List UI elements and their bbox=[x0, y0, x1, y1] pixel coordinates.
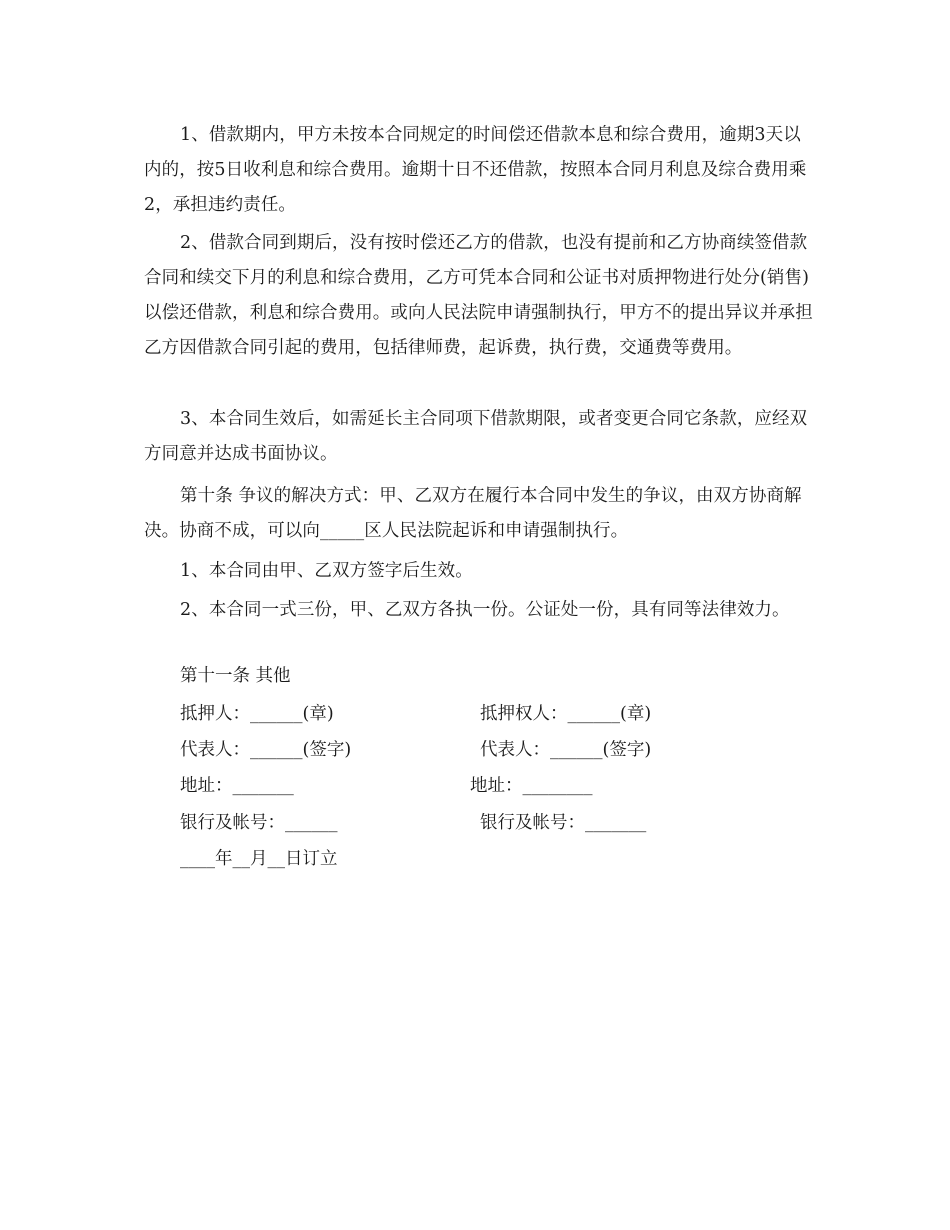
left-bank-account-line: 银行及帐号：______ bbox=[180, 813, 338, 833]
clause-2-contract-expiry: 2、借款合同到期后，没有按时偿还乙方的借款，也没有提前和乙方协商续签借款合同和续交下月的利息和综合费用，乙方可凭本合同和公证书对质押物进行处分(销售)以偿还借款，利息和综合费用。或向人民法院申请强制执行，甲方不的提出异议并承担乙方因借款合同引起的费用，包括律师费，起诉费，执行费，交通费等费用。 bbox=[144, 233, 813, 358]
pledgor-signature-line: 抵押人：______(章) bbox=[180, 704, 334, 724]
effective-clause: 1、本合同由甲、乙双方签字后生效。 bbox=[180, 561, 473, 581]
article-11-title: 第十一条 其他 bbox=[180, 666, 291, 686]
pledgee-signature-line: 抵押权人：______(章) bbox=[480, 704, 652, 724]
left-address-line: 地址：_______ bbox=[180, 776, 294, 796]
clause-1-late-repayment: 1、借款期内，甲方未按本合同规定的时间偿还借款本息和综合费用，逾期3天以内的，按5日收利息和综合费用。逾期十日不还借款，按照本合同月利息及综合费用乘2，承担违约责任。 bbox=[144, 125, 807, 215]
signing-date-line: ____年__月__日订立 bbox=[180, 849, 338, 869]
right-bank-account-line: 银行及帐号：_______ bbox=[480, 813, 647, 833]
right-representative-line: 代表人：______(签字) bbox=[480, 740, 652, 760]
right-address-line: 地址：________ bbox=[470, 776, 593, 796]
left-representative-line: 代表人：______(签字) bbox=[180, 740, 352, 760]
copies-clause: 2、本合同一式三份，甲、乙双方各执一份。公证处一份，具有同等法律效力。 bbox=[180, 600, 790, 620]
article-10-dispute-resolution: 第十条 争议的解决方式：甲、乙双方在履行本合同中发生的争议，由双方协商解决。协商不成，可以向_____区人民法院起诉和申请强制执行。 bbox=[144, 486, 802, 541]
clause-3-amendment: 3、本合同生效后，如需延长主合同项下借款期限，或者变更合同它条款，应经双方同意并达成书面协议。 bbox=[144, 409, 808, 464]
